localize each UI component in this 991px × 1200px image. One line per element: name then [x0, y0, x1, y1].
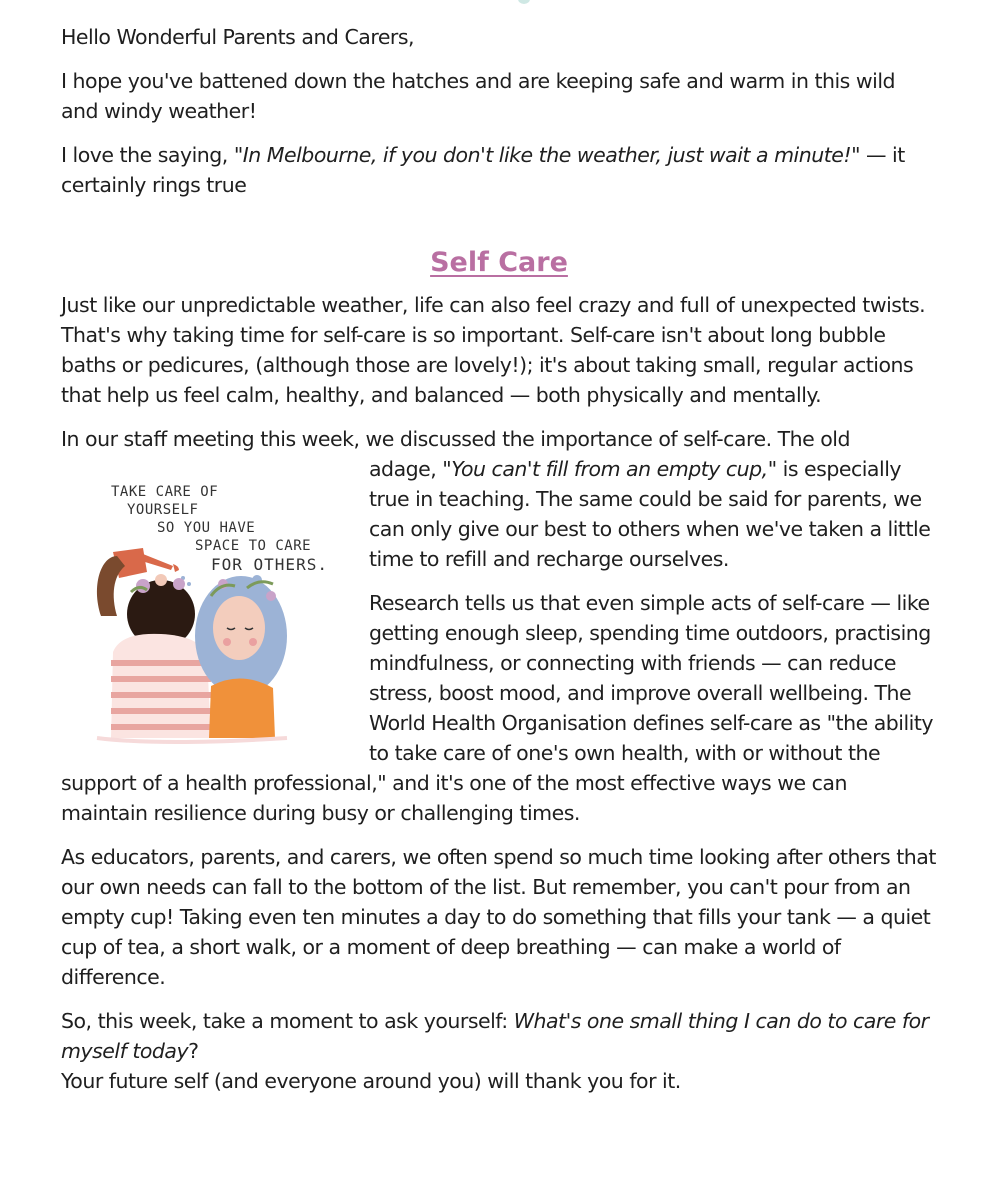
illustration-text-5: FOR OTHERS. — [211, 555, 328, 574]
self-care-paragraph-3: Research tells us that even simple acts of self-care — like getting enough sleep, spending time outdoors, practising mindfulness, or connecting with friends — can reduce stress, boost mood, and improve overall wellbeing. The World Health Organisation defines self-care as "the ability to take care of one's own health, with or without the support of a health professional," and it's one of the most effective ways we can maintain resilience during busy or challenging times. — [61, 591, 934, 825]
illustration-text-1: TAKE CARE OF — [111, 484, 219, 500]
self-care-paragraph-4: As educators, parents, and carers, we often spend so much time looking after others that our own needs can fall to the bottom of the list. But remember, you can't pour from an empty cup! Taking even ten minutes a day to do something that fills your tank — a quiet cup of tea, a short walk, or a moment of deep breathing — can make a world of difference. — [61, 845, 936, 989]
self-care-paragraph-2-block — [61, 424, 937, 828]
intro-text-end: — it certainly rings true — [61, 143, 905, 197]
closing-intro: So, this week, take a moment to ask yourself: — [61, 1009, 514, 1033]
watering-can-icon — [113, 548, 179, 578]
greeting: Hello Wonderful Parents and Carers, — [61, 25, 415, 49]
illustration-text-4: SPACE TO CARE — [195, 538, 312, 554]
illustration-text-3: SO YOU HAVE — [157, 520, 256, 536]
newsletter-content — [61, 22, 937, 1096]
melbourne-quote: "In Melbourne, if you don't like the weather, just wait a minute!" — [233, 143, 861, 167]
closing-thanks: Your future self (and everyone around you) will thank you for it. — [61, 1069, 681, 1093]
header-decoration — [518, 0, 530, 4]
closing-question: What's one small thing I can do to care for myself today — [61, 1009, 929, 1063]
arm-shape — [97, 556, 125, 616]
adage-rest: is especially true in teaching. The same could be said for parents, we can only give our best to others when we've taken a little time to refill and recharge ourselves. — [369, 457, 931, 571]
closing-question-mark: ? — [188, 1039, 199, 1063]
section-title: Self Care — [430, 247, 568, 278]
striped-shirt-shape — [111, 634, 211, 738]
adage-lead: In our staff meeting this week, we discussed the importance of self-care. The old — [61, 427, 850, 451]
illustration-text-2: YOURSELF — [127, 502, 199, 518]
intro-text: I love the saying, — [61, 143, 234, 167]
illustration-graphic — [61, 456, 351, 746]
empty-cup-quote: "You can't fill from an empty cup," — [442, 457, 777, 481]
closing-paragraph — [61, 1006, 937, 1096]
adage-intro: adage, — [369, 457, 443, 481]
background-wash — [97, 738, 287, 742]
self-care-paragraph-1: Just like our unpredictable weather, life can also feel crazy and full of unexpected twists. That's why taking time for self-care is so important. Self-care isn't about long bubble baths or pedicures, (although those are lovely!); it's about taking small, regular actions that help us feel calm, healthy, and balanced — both physically and mentally. — [61, 293, 926, 407]
intro-paragraph-1: I hope you've battened down the hatches and are keeping safe and warm in this wild and windy weather! — [61, 69, 896, 123]
intro-paragraph-2 — [61, 140, 937, 200]
self-care-paragraph-2 — [61, 424, 937, 574]
self-care-illustration — [61, 456, 369, 758]
